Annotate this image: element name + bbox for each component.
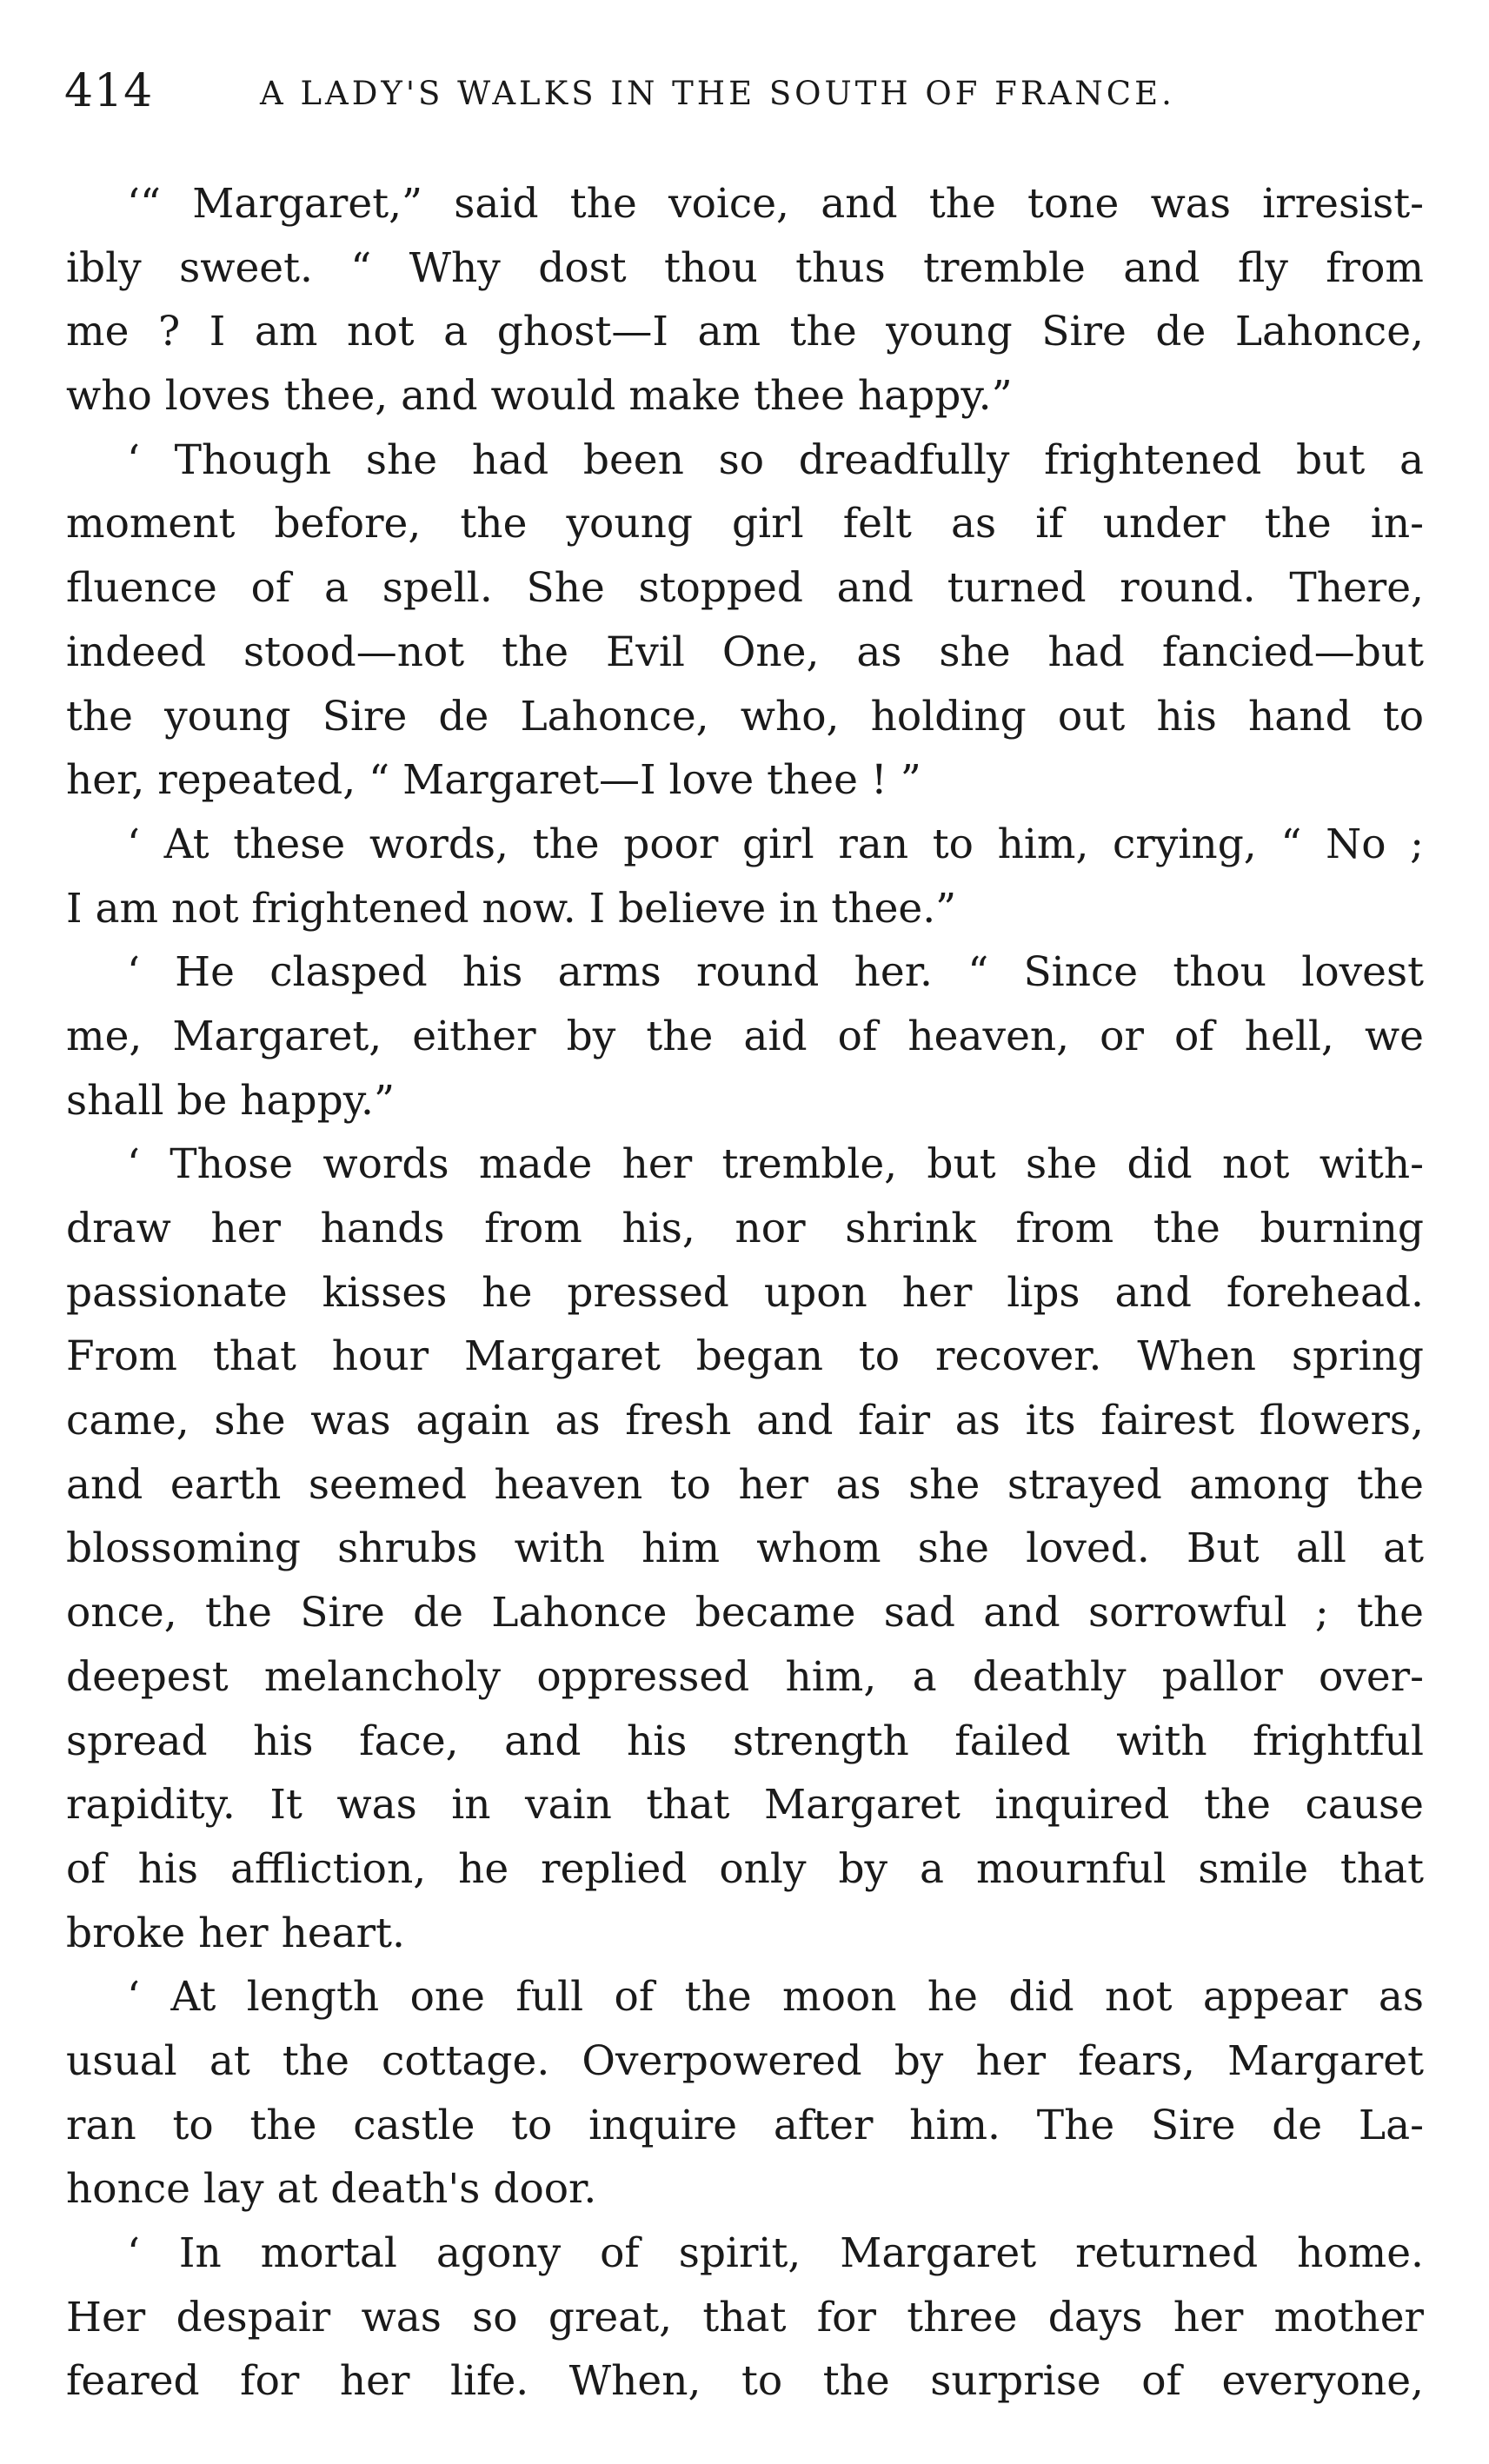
text-line: the young Sire de Lahonce, who, holding out his hand to <box>66 692 1424 741</box>
text-line: ‘ Though she had been so dreadfully frightened but a <box>127 435 1424 484</box>
body-text <box>66 172 1424 2414</box>
text-line: and earth seemed heaven to her as she strayed among the <box>66 1460 1424 1509</box>
text-line: blossoming shrubs with him whom she loved. But all at <box>66 1524 1424 1573</box>
text-line: honce lay at death's door. <box>66 2165 597 2214</box>
running-title: A LADY'S WALKS IN THE SOUTH OF FRANCE. <box>260 75 1175 112</box>
text-line: I am not frightened now. I believe in thee.” <box>66 884 957 933</box>
text-line: ran to the castle to inquire after him. The Sire de La- <box>66 2101 1424 2149</box>
text-line: me, Margaret, either by the aid of heaven, or of hell, we <box>66 1012 1424 1060</box>
text-line: ‘ He clasped his arms round her. “ Since thou lovest <box>127 948 1424 997</box>
text-line: broke her heart. <box>66 1909 405 1957</box>
text-line: came, she was again as fresh and fair as its fairest flowers, <box>66 1397 1424 1445</box>
text-line: ‘ Those words made her tremble, but she did not with- <box>127 1140 1424 1189</box>
text-line: me ? I am not a ghost—I am the young Sire de Lahonce, <box>66 308 1424 356</box>
running-head <box>64 61 1425 122</box>
text-line: spread his face, and his strength failed with frightful <box>66 1717 1424 1765</box>
text-line: passionate kisses he pressed upon her lips and forehead. <box>66 1268 1424 1317</box>
text-line: indeed stood—not the Evil One, as she had fancied—but <box>66 628 1424 676</box>
text-line: fluence of a spell. She stopped and turned round. There, <box>66 564 1424 613</box>
text-line: ‘ At these words, the poor girl ran to him, crying, “ No ; <box>127 820 1424 868</box>
text-line: Her despair was so great, that for three days her mother <box>66 2293 1424 2341</box>
text-line: her, repeated, “ Margaret—I love thee ! ” <box>66 756 921 805</box>
text-line: ‘ In mortal agony of spirit, Margaret returned home. <box>127 2229 1424 2277</box>
text-line: ‘“ Margaret,” said the voice, and the tone was irresist- <box>127 180 1424 228</box>
text-line: draw her hands from his, nor shrink from the burning <box>66 1205 1424 1252</box>
text-line: of his affliction, he replied only by a mournful smile that <box>66 1844 1424 1893</box>
page-number: 414 <box>64 65 154 117</box>
text-line: rapidity. It was in vain that Margaret inquired the cause <box>66 1781 1424 1830</box>
text-line: who loves thee, and would make thee happy.” <box>66 372 1013 421</box>
text-line: ‘ At length one full of the moon he did not appear as <box>127 1973 1424 2022</box>
text-line: moment before, the young girl felt as if under the in- <box>66 500 1424 548</box>
text-line: usual at the cottage. Overpowered by her fears, Margaret <box>66 2036 1424 2085</box>
text-line: deepest melancholy oppressed him, a deathly pallor over- <box>66 1652 1424 1701</box>
text-line: From that hour Margaret began to recover. When spring <box>66 1332 1424 1381</box>
text-line: shall be happy.” <box>66 1076 395 1125</box>
text-line: ibly sweet. “ Why dost thou thus tremble and fly from <box>66 243 1424 292</box>
text-line: once, the Sire de Lahonce became sad and sorrowful ; the <box>66 1589 1424 1637</box>
text-line: feared for her life. When, to the surprise of everyone, <box>66 2357 1424 2406</box>
